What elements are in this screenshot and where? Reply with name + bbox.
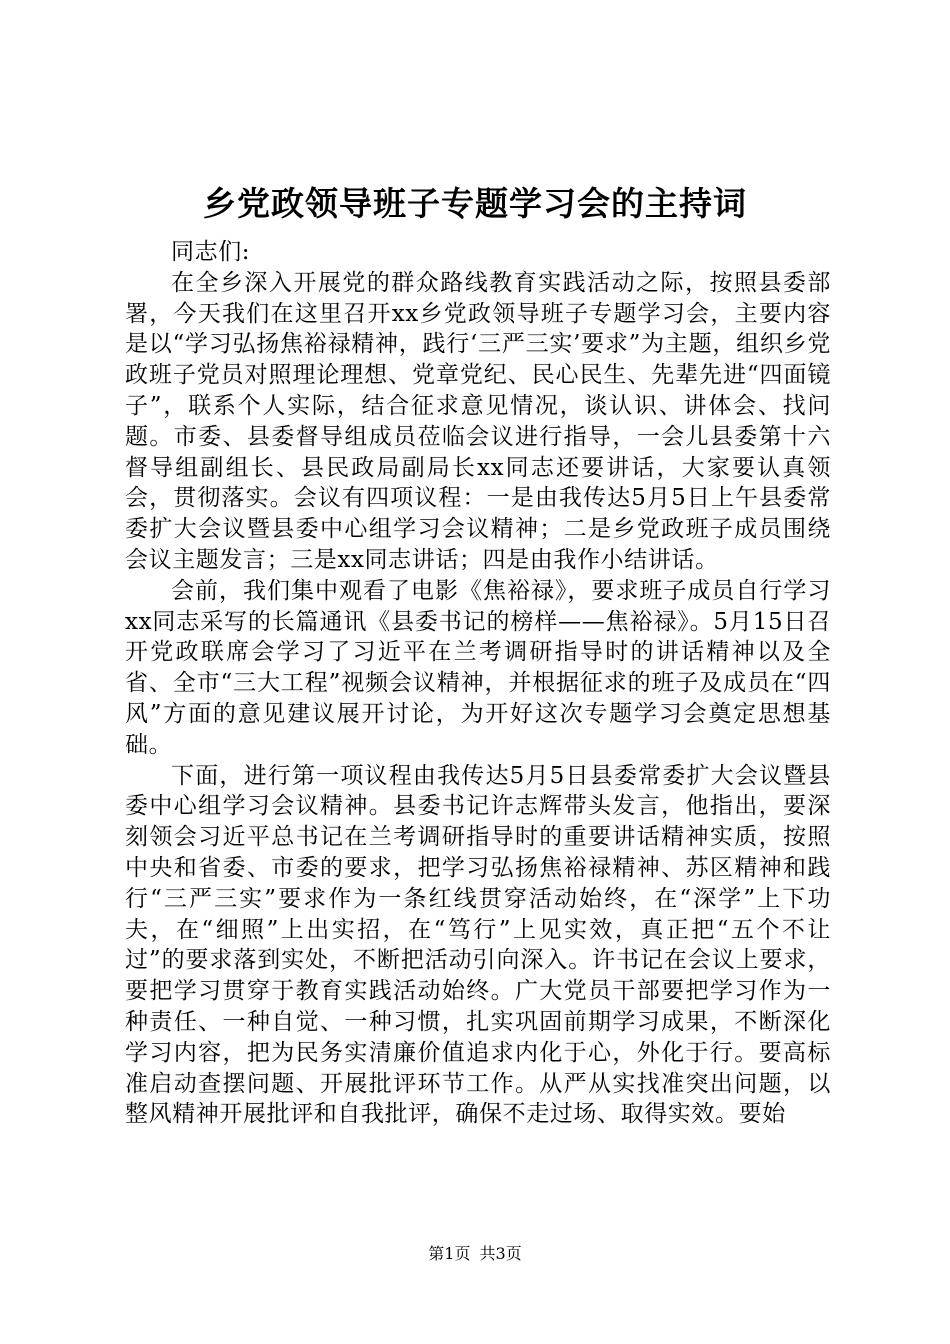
page-number: 第1页 xyxy=(428,1244,471,1263)
page-total: 共3页 xyxy=(479,1244,522,1263)
paragraph: 在全乡深入开展党的群众路线教育实践活动之际，按照县委部署，今天我们在这里召开xx乡党政领导班子专题学习会，主要内容是以“学习弘扬焦裕禄精神，践行‘三严三实’要求”为主题，组织乡党政班子党员对照理论理想、党章党纪、民心民生、先辈先进“四面镜子”，联系个人实际，结合征求意见情况，谈认识、讲体会、找问题。市委、县委督导组成员莅临会议进行指导，一会儿县委第十六督导组副组长、县民政局副局长xx同志还要讲话，大家要认真领会，贯彻落实。会议有四项议程：一是由我传达5月5日上午县委常委扩大会议暨县委中心组学习会议精神；二是乡党政班子成员围绕会议主题发言；三是xx同志讲话；四是由我作小结讲话。 xyxy=(125,269,831,573)
paragraph: 下面，进行第一项议程由我传达5月5日县委常委扩大会议暨县委中心组学习会议精神。县委书记许志辉带头发言，他指出，要深刻领会习近平总书记在兰考调研指导时的重要讲话精神实质，按照中央和省委、市委的要求，把学习弘扬焦裕禄精神、苏区精神和践行“三严三实”要求作为一条红线贯穿活动始终，在“深学”上下功夫，在“细照”上出实招，在“笃行”上见实效，真正把“五个不让过”的要求落到实处，不断把活动引向深入。许书记在会议上要求，要把学习贯穿于教育实践活动始终。广大党员干部要把学习作为一种责任、一种自觉、一种习惯，扎实巩固前期学习成果，不断深化学习内容，把为民务实清廉价值追求内化于心，外化于行。要高标准启动查摆问题、开展批评环节工作。从严从实找准突出问题，以整风精神开展批评和自我批评，确保不走过场、取得实效。要始 xyxy=(125,762,831,1128)
page-footer xyxy=(0,1243,950,1265)
document-body xyxy=(125,237,831,1130)
document-title: 乡党政领导班子专题学习会的主持词 xyxy=(203,184,747,223)
salutation: 同志们: xyxy=(171,239,251,265)
paragraph: 会前，我们集中观看了电影《焦裕禄》，要求班子成员自行学习xx同志采写的长篇通讯《县委书记的榜样——焦裕禄》。5月15日召开党政联席会学习了习近平在兰考调研指导时的讲话精神以及全省、全市“三大工程”视频会议精神，并根据征求的班子及成员在“四风”方面的意见建议展开讨论，为开好这次专题学习会奠定思想基础。 xyxy=(125,577,831,758)
